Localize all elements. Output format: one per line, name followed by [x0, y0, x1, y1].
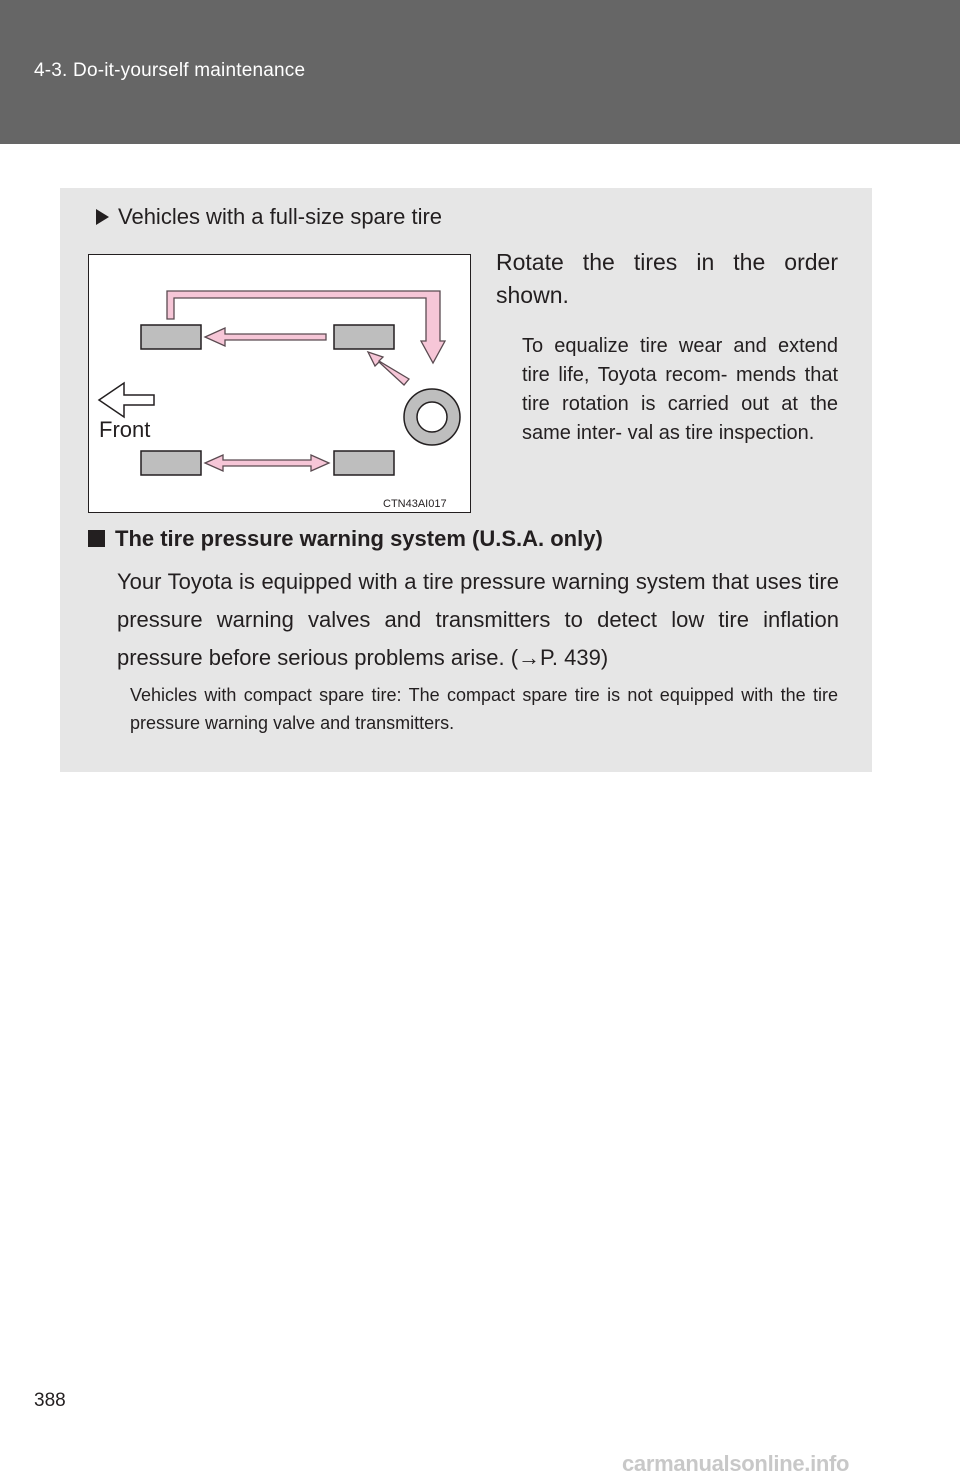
arrow-spare-to-rear-icon [368, 352, 409, 385]
tpws-heading-text: The tire pressure warning system (U.S.A. only) [115, 526, 603, 551]
tpws-body: Your Toyota is equipped with a tire pressure warning system that uses tire pressure warning valves and transmitters to detect low tire inflation pressure before serious problems arise. (→P. 439) [117, 569, 839, 670]
arrow-rear-to-front-icon [205, 328, 326, 346]
front-label: Front [99, 417, 151, 442]
front-right-tire [141, 451, 201, 475]
square-bullet-icon [88, 530, 105, 547]
spare-tire-hub [417, 402, 447, 432]
tire-rotation-diagram [88, 254, 471, 513]
tire-rotation-illustration [89, 255, 472, 514]
arrow-swap-right-icon [205, 455, 329, 471]
section-title: 4-3. Do-it-yourself maintenance [34, 60, 306, 81]
tpws-note: Vehicles with compact spare tire: The compact spare tire is not equipped with the tire pressure warning valve and transmitters. [130, 685, 838, 733]
rotate-instruction: Rotate the tires in the order shown. [496, 249, 838, 308]
page-number: 388 [34, 1390, 66, 1411]
front-direction-arrow-icon [99, 383, 154, 417]
rear-right-tire [334, 451, 394, 475]
subheading-full-size-spare [96, 204, 442, 230]
diagram-code: CTN43AI017 [383, 498, 447, 510]
rear-left-tire [334, 325, 394, 349]
watermark: carmanualsonline.info [622, 1451, 850, 1476]
subheading-text: Vehicles with a full-size spare tire [118, 204, 443, 229]
rotation-note: To equalize tire wear and extend tire life, Toyota recom- mends that tire rotation is carried out at the same inter- val as tire inspection. [522, 335, 838, 444]
front-left-tire [141, 325, 201, 349]
tpws-heading [88, 526, 603, 552]
header-band [0, 0, 960, 144]
triangle-bullet-icon [96, 209, 109, 225]
arrow-to-spare-icon [167, 291, 445, 363]
